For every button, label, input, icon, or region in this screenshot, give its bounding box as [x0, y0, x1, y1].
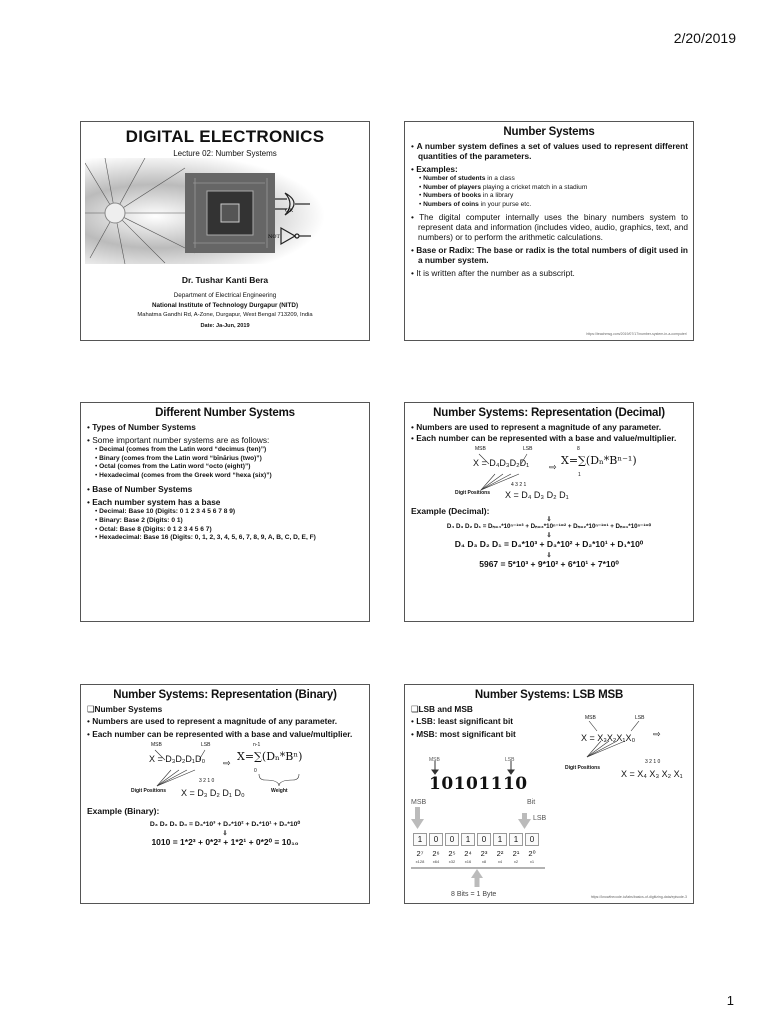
bullet: • Examples:: [411, 164, 458, 174]
binary-arrows: [411, 761, 531, 775]
bit-cell: 0: [445, 833, 459, 846]
digit-positions: 3 2 1 0: [199, 778, 215, 784]
sub-bullet: • Number of players playing a cricket match in a stadium: [419, 183, 588, 191]
msb-label: MSB: [151, 742, 162, 748]
digit-positions: 3 2 1 0: [645, 759, 661, 765]
binary-number: 10101110: [429, 774, 528, 794]
digit-positions: 4 3 2 1: [511, 482, 527, 488]
bit-cell: 0: [429, 833, 443, 846]
sum-upper: 8: [577, 446, 580, 452]
x-equation-spaced: X = X₄ X₃ X₂ X₁: [621, 769, 683, 779]
bullet: • Some important number systems are as follows:: [87, 435, 270, 445]
sum-lower: 1: [578, 472, 581, 478]
msb-diagram-label: MSB: [411, 799, 427, 806]
power-label: 2⁰: [528, 849, 536, 858]
sub-bullet: • Decimal (comes from the Latin word “decimus (ten)”): [95, 446, 267, 453]
weight-label: Weight: [271, 788, 288, 794]
decimal-example: 5967 = 5*10³ + 9*10² + 6*10¹ + 7*10⁰: [479, 559, 619, 569]
slide-title: Number Systems: Representation (Decimal): [433, 407, 665, 419]
bit-diagram-label: Bit: [527, 799, 536, 806]
arrows-diagram: [565, 721, 693, 771]
bit-cell: 1: [493, 833, 507, 846]
msb-small-label: MSB: [429, 757, 440, 763]
slide-binary-representation: [80, 684, 370, 904]
sub-bullet: • Hexadecimal (comes from the Greek word “hexa (six)”): [95, 471, 272, 479]
slide-lsb-msb: [404, 684, 694, 904]
decimal-expansion: D₄ D₃ D₂ D₁ = Dₙ₌₄*10ⁿ⁻¹⁼³ + Dₙ₌₃*10ⁿ⁻¹⁼² + Dₙ₌₂*10ⁿ⁻¹⁼¹ + Dₙ₌₁*10ⁿ⁻¹⁼⁰: [446, 523, 652, 530]
address: Mahatma Gandhi Rd, A-Zone, Durgapur, West Bengal 713209, India: [137, 312, 313, 318]
bit-cell: 0: [525, 833, 539, 846]
bullet: • Numbers are used to represent a magnitude of any parameter.: [87, 716, 338, 726]
bit-cell: 1: [509, 833, 523, 846]
x-equation: X = D₄D₃D₂D₁: [473, 458, 530, 468]
page-number: 1: [726, 993, 734, 1008]
multiplier-label: x64: [432, 859, 440, 864]
department: Department of Electrical Engineering: [173, 292, 277, 299]
x-equation-spaced: X = D₄ D₃ D₂ D₁: [505, 490, 569, 500]
bit-cell: 1: [413, 833, 427, 846]
multiplier-label: x16: [464, 859, 472, 864]
sub-bullet: • Octal: Base 8 (Digits: 0 1 2 3 4 5 6 7): [95, 525, 212, 533]
power-label: 2⁷: [416, 849, 424, 858]
lecture-date: Date: Ja-Jun, 2019: [200, 323, 250, 329]
bullet: • A number system defines a set of values used to represent different quantities of the parameters.: [411, 141, 688, 161]
msb-label: MSB: [475, 446, 486, 452]
power-label: 2³: [480, 849, 488, 858]
bit-cell: 0: [477, 833, 491, 846]
lsb-label: LSB: [523, 446, 533, 452]
sub-bullet: • Numbers of books in a library: [419, 192, 514, 200]
page-date: 2/20/2019: [673, 30, 736, 46]
slide-title: Different Number Systems: [155, 407, 295, 419]
institute: National Institute of Technology Durgapur (NITD): [151, 302, 299, 309]
sub-bullet: • Decimal: Base 10 (Digits: 0 1 2 3 4 5 6 7 8 9): [95, 508, 236, 516]
bullet: • Each number can be represented with a base and value/multiplier.: [87, 729, 353, 739]
slide-title: Number Systems: [503, 126, 595, 138]
sub-bullet: • Binary (comes from the Latin word “bīnārius (two)”): [95, 454, 262, 462]
power-label: 2¹: [512, 849, 520, 858]
bullet: • Base or Radix: The base or radix is the total numbers of digit used in a number system.: [411, 245, 688, 266]
arrow: ⇩: [546, 533, 552, 539]
multiplier-label: x1: [529, 859, 535, 864]
sum-upper: n-1: [253, 742, 261, 748]
x-equation: X = D₃D₂D₁D₀: [149, 754, 206, 764]
svg-text:⇨: ⇨: [653, 730, 661, 740]
multiplier-label: x128: [415, 859, 425, 864]
multiplier-label: x4: [497, 859, 503, 864]
sub-bullet: • Binary: Base 2 (Digits: 0 1): [95, 516, 183, 524]
power-label: 2⁴: [464, 849, 472, 858]
lecture-subtitle: Lecture 02: Number Systems: [173, 149, 277, 158]
digit-positions-label: Digit Positions: [565, 765, 600, 771]
lsb-small-label: LSB: [505, 757, 515, 763]
bullet: • The digital computer internally uses the binary numbers system to represent data and information (includes video, audio, graphics, text, and numbers) or to perform the arithmetic calculations.: [411, 212, 688, 243]
byte-brace-arrow: [409, 866, 549, 890]
multiplier-label: x8: [481, 859, 487, 864]
binary-expansion: D₃ D₂ D₁ D₀ = D₃*10³ + D₂*10² + D₁*10¹ + D₀*10⁰: [149, 821, 301, 828]
sub-bullet: • Octal (comes from the Latin word “octo (eight)”): [95, 463, 251, 471]
bullet: ❑Number Systems: [87, 704, 163, 714]
decimal-power-form: D₄ D₃ D₂ D₁ = D₄*10³ + D₃*10² + D₂*10¹ + D₁*10⁰: [454, 539, 644, 549]
lsb-label: LSB: [635, 715, 645, 721]
course-title: DIGITAL ELECTRONICS: [125, 127, 325, 146]
sum-lower: 0: [254, 768, 257, 774]
sum-formula: X=∑(Dₙ*Bⁿ⁻¹): [561, 454, 637, 467]
slide-title: Number Systems: Representation (Binary): [113, 689, 337, 701]
svg-text:⇨: ⇨: [549, 463, 557, 473]
x-equation: X = X₃X₂X₁X₀: [581, 733, 636, 743]
power-label: 2⁶: [432, 849, 440, 858]
slide-title: Number Systems: LSB MSB: [474, 689, 624, 701]
byte-label: 8 Bits = 1 Byte: [451, 891, 497, 898]
binary-example: 1010 = 1*2³ + 0*2² + 1*2¹ + 0*2⁰ ≡ 10₁₀: [151, 837, 299, 847]
bullet: • Types of Number Systems: [87, 422, 196, 432]
decimal-formula: [405, 446, 693, 504]
multiplier-label: x32: [448, 859, 456, 864]
circuit-board-image: [85, 158, 367, 264]
bit-pointer-arrows: [405, 807, 555, 833]
or-gate-label: OR: [285, 208, 293, 214]
msb-label: MSB: [585, 715, 596, 721]
multiplier-label: x2: [513, 859, 519, 864]
slide-decimal-representation: [404, 402, 694, 622]
source-link: https://teachmsg.com/2019/07/17/number-system-in-a-computer/: [586, 332, 687, 336]
arrow: ⇩: [546, 553, 552, 559]
bit-cells: [413, 833, 541, 846]
digit-positions-label: Digit Positions: [455, 490, 490, 496]
not-gate-label: NOT: [268, 234, 280, 240]
bullet: • It is written after the number as a subscript.: [411, 268, 575, 279]
bullet: • Each number system has a base: [87, 497, 221, 508]
bit-cell: 1: [461, 833, 475, 846]
bullet: ❑LSB and MSB: [411, 704, 473, 714]
sub-bullet: • Numbers of coins in your purse etc.: [419, 200, 532, 208]
bullet: • Each number can be represented with a base and value/multiplier.: [411, 433, 677, 443]
power-label: 2⁵: [448, 849, 456, 858]
slide-different-number-systems: [80, 402, 370, 622]
bullet: • Base of Number Systems: [87, 484, 193, 495]
source-link: https://knowthecode.io/labs/basics-of-digitizing-data/episode-3: [590, 895, 687, 899]
bit-multipliers: [412, 859, 540, 864]
lsb-label: LSB: [201, 742, 211, 748]
bit-powers: [412, 849, 540, 858]
binary-formula: [81, 742, 369, 802]
bullet: • MSB: most significant bit: [411, 729, 516, 739]
example-label: Example (Decimal):: [411, 506, 490, 516]
digit-positions-label: Digit Positions: [131, 788, 166, 794]
lsb-diagram-label: LSB: [533, 815, 547, 822]
bullet: • Numbers are used to represent a magnitude of any parameter.: [411, 422, 662, 432]
author-name: Dr. Tushar Kanti Bera: [181, 275, 269, 285]
sub-bullet: • Hexadecimal: Base 16 (Digits: 0, 1, 2, 3, 4, 5, 6, 7, 8, 9, A, B, C, D, E, F): [95, 534, 316, 542]
sum-formula: X=∑(Dₙ*Bⁿ): [237, 750, 303, 763]
arrow: ⇩: [222, 831, 228, 837]
example-label: Example (Binary):: [87, 806, 160, 816]
arrow: ⇩: [546, 517, 552, 523]
bullet: • LSB: least significant bit: [411, 716, 514, 726]
svg-text:⇨: ⇨: [223, 759, 231, 769]
slide-title: [80, 121, 370, 341]
sub-bullet: • Number of students in a class: [419, 175, 515, 182]
slide-number-systems: [404, 121, 694, 341]
x-equation-spaced: X = D₃ D₂ D₁ D₀: [181, 788, 245, 798]
power-label: 2²: [496, 849, 504, 858]
